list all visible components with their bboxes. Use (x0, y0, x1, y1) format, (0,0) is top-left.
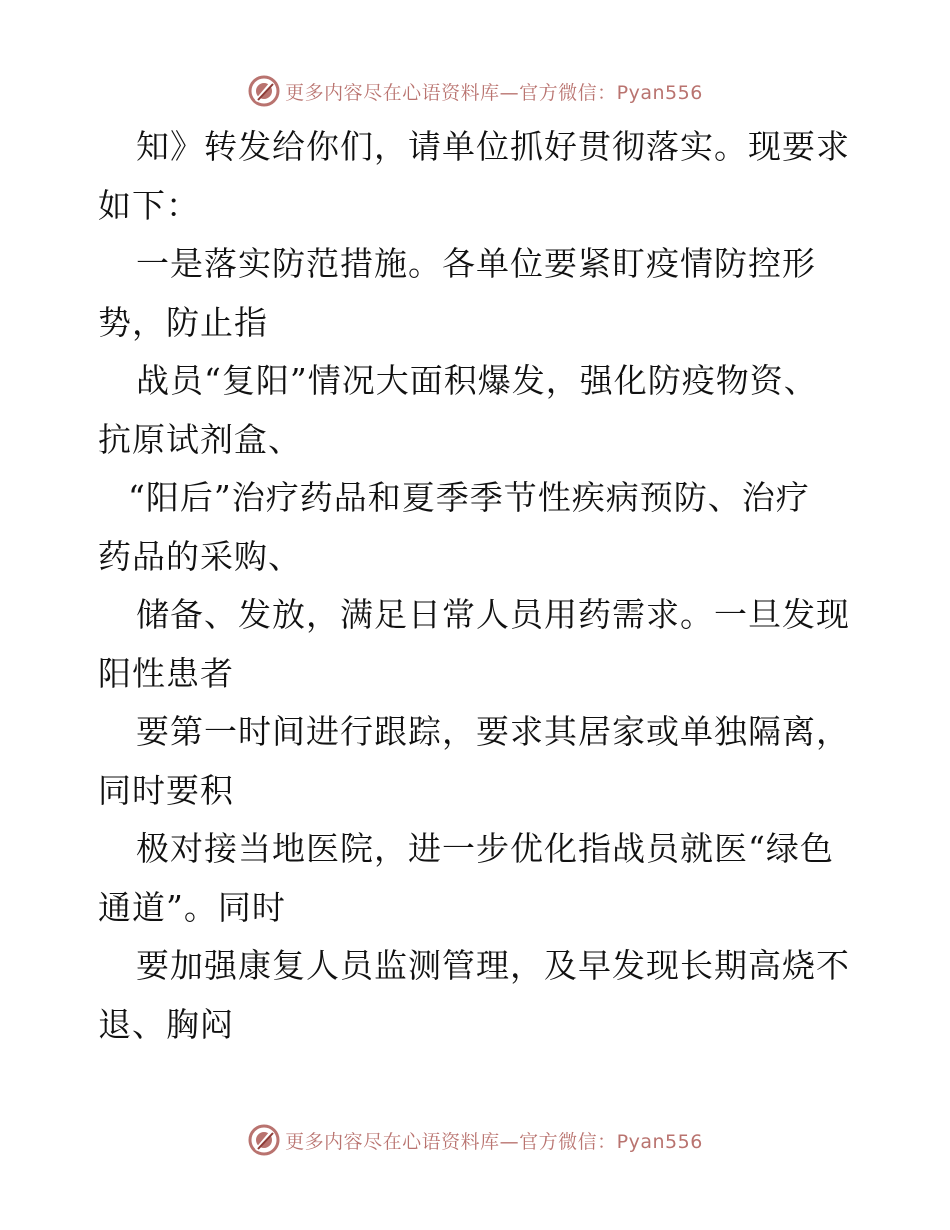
text-line: 势，防止指 (98, 302, 268, 342)
text-line: 一是落实防范措施。各单位要紧盯疫情防控形 (136, 244, 816, 283)
watermark-site-text: 更多内容尽在心语资料库— (285, 81, 520, 104)
watermark-wechat-text: 官方微信：Pyan556 (519, 1130, 703, 1153)
text-line: 知》转发给你们，请单位抓好贯彻落实。现要求 (136, 127, 850, 166)
watermark-wechat-text: 官方微信：Pyan556 (519, 81, 703, 104)
text-line: 要加强康复人员监测管理，及早发现长期高烧不 (136, 946, 850, 985)
text-line: 极对接当地医院，进一步优化指战员就医“绿色 (136, 829, 834, 868)
text-line: 通道”。同时 (98, 887, 286, 927)
document-body (98, 118, 858, 1054)
text-line: 同时要积 (98, 770, 234, 810)
header-watermark (0, 71, 950, 111)
text-line: 药品的采购、 (98, 536, 302, 576)
text-line: 阳性患者 (98, 653, 234, 693)
text-line: 战员“复阳”情况大面积爆发，强化防疫物资、 (136, 361, 818, 400)
text-line: 抗原试剂盒、 (98, 419, 302, 459)
text-line: 储备、发放，满足日常人员用药需求。一旦发现 (136, 595, 850, 634)
seal-logo-icon (247, 74, 281, 108)
seal-logo-icon (247, 1123, 281, 1157)
text-line: 退、胸闷 (98, 1004, 234, 1044)
text-line: 要第一时间进行跟踪，要求其居家或单独隔离， (136, 712, 850, 751)
watermark-site-text: 更多内容尽在心语资料库— (285, 1130, 520, 1153)
text-line: “阳后”治疗药品和夏季季节性疾病预防、治疗 (128, 478, 810, 517)
footer-watermark (0, 1120, 950, 1160)
text-line: 如下： (98, 185, 200, 225)
